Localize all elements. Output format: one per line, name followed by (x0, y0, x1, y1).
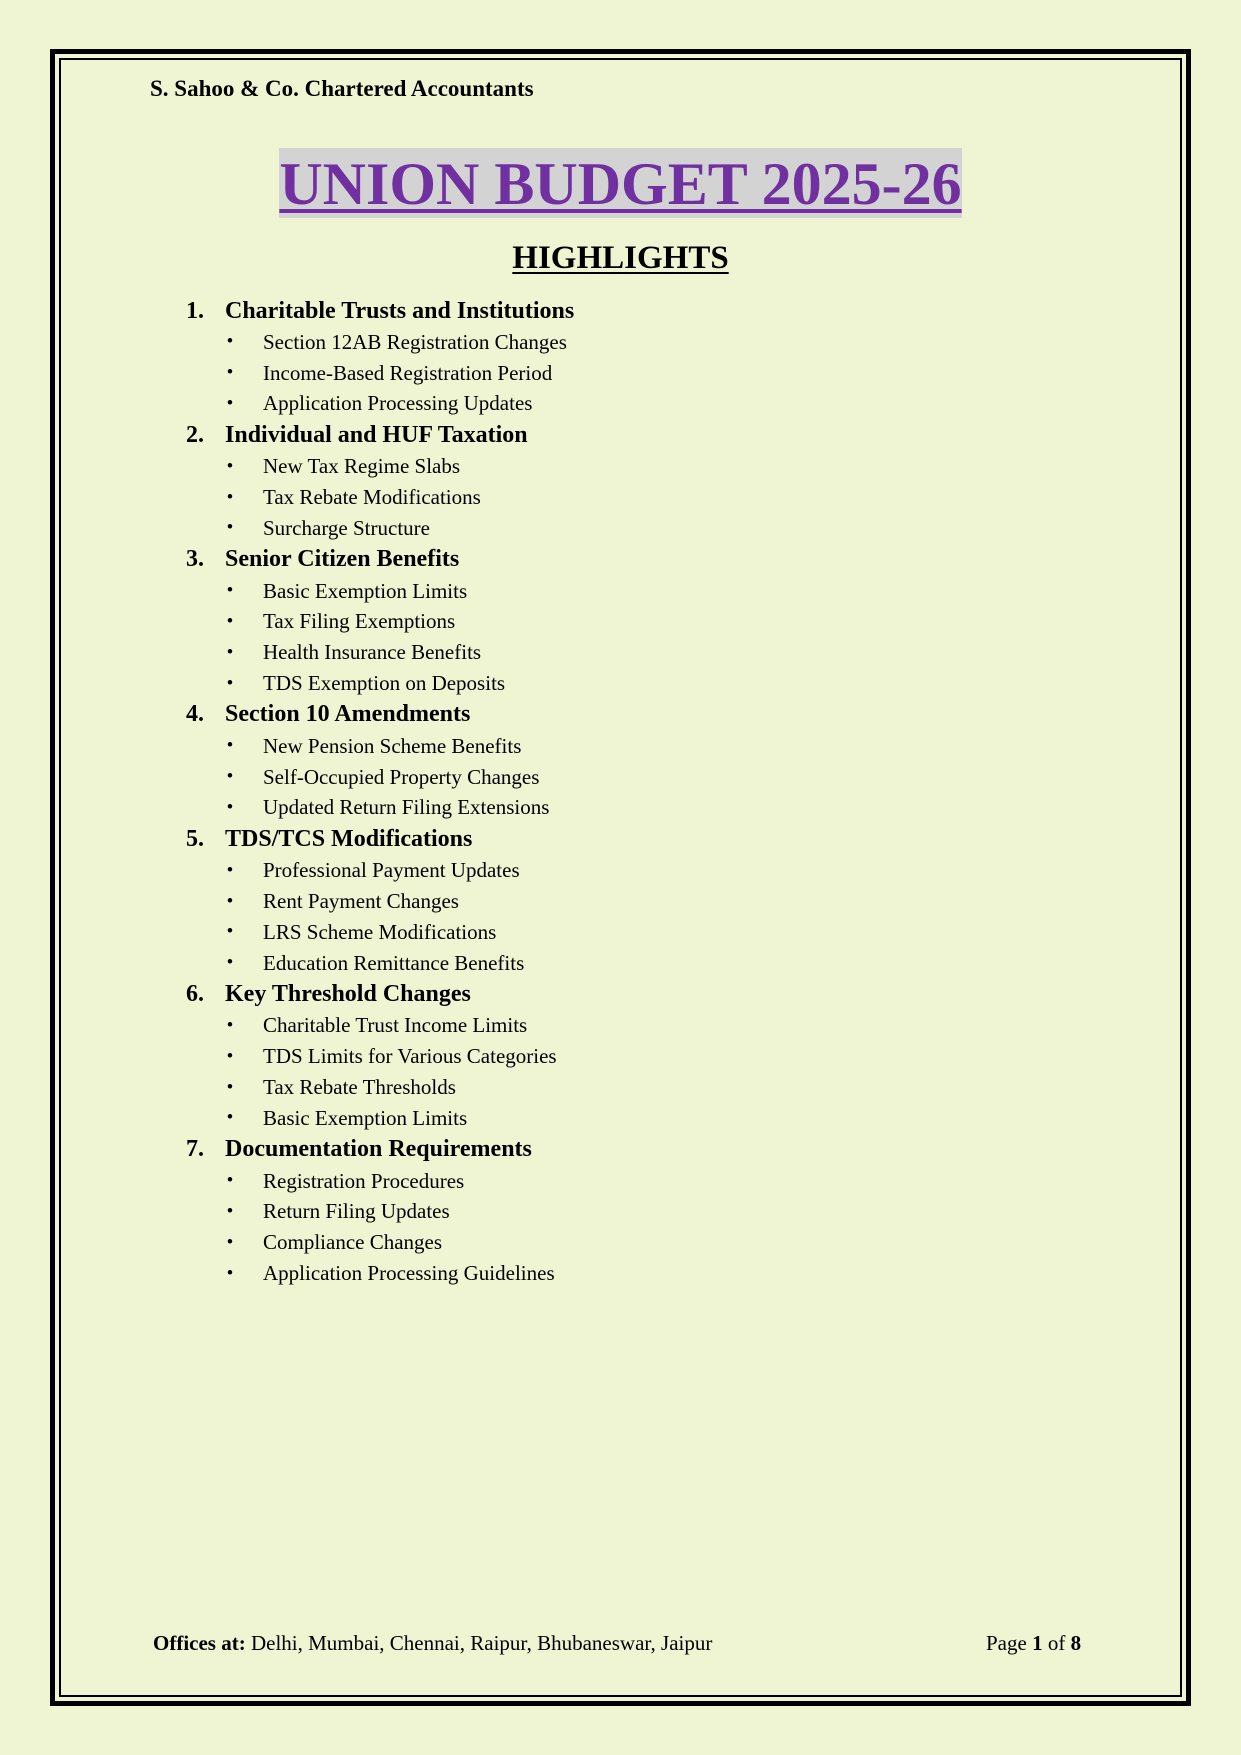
section-number: 7. (186, 1136, 204, 1163)
list-item-text: Section 12AB Registration Changes (263, 329, 567, 354)
page-total: 8 (1070, 1631, 1082, 1655)
list-item (186, 1166, 1086, 1197)
list-item (186, 886, 1086, 917)
list-item-text: Tax Filing Exemptions (263, 609, 456, 634)
list-item (186, 668, 1086, 699)
list-item-text: Professional Payment Updates (263, 858, 520, 883)
bullet-icon: • (226, 455, 234, 477)
list-item-text: Registration Procedures (263, 1168, 465, 1193)
section-title: Individual and HUF Taxation (225, 421, 528, 448)
section-title: Key Threshold Changes (225, 981, 471, 1008)
bullet-icon: • (226, 641, 234, 663)
list-item-text: New Tax Regime Slabs (263, 454, 461, 479)
list-item-text: Charitable Trust Income Limits (263, 1013, 528, 1038)
list-item (186, 358, 1086, 389)
list-item-text: Rent Payment Changes (263, 889, 459, 914)
list-item (186, 1103, 1086, 1134)
list-item (186, 1227, 1086, 1258)
section-number: 3. (186, 546, 204, 573)
page-of: of (1047, 1631, 1066, 1655)
list-item-text: Education Remittance Benefits (263, 950, 525, 975)
offices-list: Delhi, Mumbai, Chennai, Raipur, Bhubaneswar, Jaipur (250, 1631, 713, 1655)
list-item (186, 948, 1086, 979)
page-number (986, 1628, 1081, 1658)
title-container (0, 148, 1241, 218)
section-number: 6. (186, 981, 204, 1008)
list-item-text: TDS Exemption on Deposits (263, 671, 506, 696)
section-title: Charitable Trusts and Institutions (225, 297, 575, 324)
list-item-text: Updated Return Filing Extensions (263, 795, 550, 820)
section-heading (186, 544, 1086, 576)
section-number: 1. (186, 297, 204, 324)
section-number: 4. (186, 701, 204, 728)
section-number: 2. (186, 421, 204, 448)
section-heading (186, 979, 1086, 1011)
list-item (186, 793, 1086, 824)
list-item (186, 1197, 1086, 1228)
list-item-text: Compliance Changes (263, 1230, 443, 1255)
list-item-text: Health Insurance Benefits (263, 640, 482, 665)
bullet-icon: • (226, 517, 234, 539)
bullet-icon: • (226, 580, 234, 602)
list-item (186, 607, 1086, 638)
section-heading (186, 699, 1086, 731)
bullet-icon: • (226, 331, 234, 353)
bullet-icon: • (226, 1076, 234, 1098)
firm-name: S. Sahoo & Co. Chartered Accountants (150, 76, 534, 101)
bullet-icon: • (226, 486, 234, 508)
list-item-text: LRS Scheme Modifications (263, 919, 497, 944)
bullet-icon: • (226, 672, 234, 694)
bullet-icon: • (226, 1262, 234, 1284)
bullet-icon: • (226, 921, 234, 943)
list-item (186, 576, 1086, 607)
section-heading (186, 419, 1086, 451)
list-item (186, 917, 1086, 948)
section-heading (186, 823, 1086, 855)
list-item-text: Surcharge Structure (263, 515, 430, 540)
list-item (186, 762, 1086, 793)
list-item (186, 1041, 1086, 1072)
list-item (186, 1011, 1086, 1042)
list-item (186, 513, 1086, 544)
document-title: UNION BUDGET 2025-26 (279, 148, 961, 218)
section-title: Documentation Requirements (225, 1136, 532, 1163)
bullet-icon: • (226, 1170, 234, 1192)
section-title: Senior Citizen Benefits (225, 546, 460, 573)
bullet-icon: • (226, 766, 234, 788)
highlights-list (186, 295, 1086, 1289)
bullet-icon: • (226, 1014, 234, 1036)
list-item-text: Income-Based Registration Period (263, 360, 553, 385)
list-item-text: Tax Rebate Thresholds (263, 1075, 456, 1100)
section-heading (186, 1134, 1086, 1166)
list-item (186, 1072, 1086, 1103)
list-item (186, 451, 1086, 482)
section-number: 5. (186, 825, 204, 852)
list-item-text: Basic Exemption Limits (263, 578, 468, 603)
section-heading (186, 295, 1086, 327)
bullet-icon: • (226, 1045, 234, 1067)
bullet-icon: • (226, 796, 234, 818)
list-item-text: Basic Exemption Limits (263, 1105, 468, 1130)
list-item (186, 1258, 1086, 1289)
list-item-text: Application Processing Guidelines (263, 1261, 555, 1286)
section-title: Section 10 Amendments (225, 701, 471, 728)
list-item-text: Application Processing Updates (263, 391, 533, 416)
list-item (186, 389, 1086, 420)
list-item-text: New Pension Scheme Benefits (263, 733, 522, 758)
list-item-text: Return Filing Updates (263, 1199, 450, 1224)
bullet-icon: • (226, 735, 234, 757)
bullet-icon: • (226, 1107, 234, 1129)
list-item (186, 637, 1086, 668)
bullet-icon: • (226, 392, 234, 414)
page-current: 1 (1032, 1631, 1043, 1655)
list-item-text: Self-Occupied Property Changes (263, 764, 540, 789)
offices-footer (153, 1628, 712, 1658)
list-item (186, 731, 1086, 762)
bullet-icon: • (226, 952, 234, 974)
list-item-text: Tax Rebate Modifications (263, 485, 481, 510)
page-word: Page (986, 1631, 1027, 1655)
offices-label: Offices at: (153, 1631, 246, 1655)
bullet-icon: • (226, 610, 234, 632)
bullet-icon: • (226, 890, 234, 912)
list-item (186, 482, 1086, 513)
bullet-icon: • (226, 859, 234, 881)
bullet-icon: • (226, 1231, 234, 1253)
bullet-icon: • (226, 362, 234, 384)
section-title: TDS/TCS Modifications (225, 825, 473, 852)
subtitle-container (0, 238, 1241, 278)
list-item (186, 327, 1086, 358)
list-item-text: TDS Limits for Various Categories (263, 1044, 557, 1069)
bullet-icon: • (226, 1200, 234, 1222)
list-item (186, 855, 1086, 886)
highlights-heading: HIGHLIGHTS (512, 240, 729, 276)
